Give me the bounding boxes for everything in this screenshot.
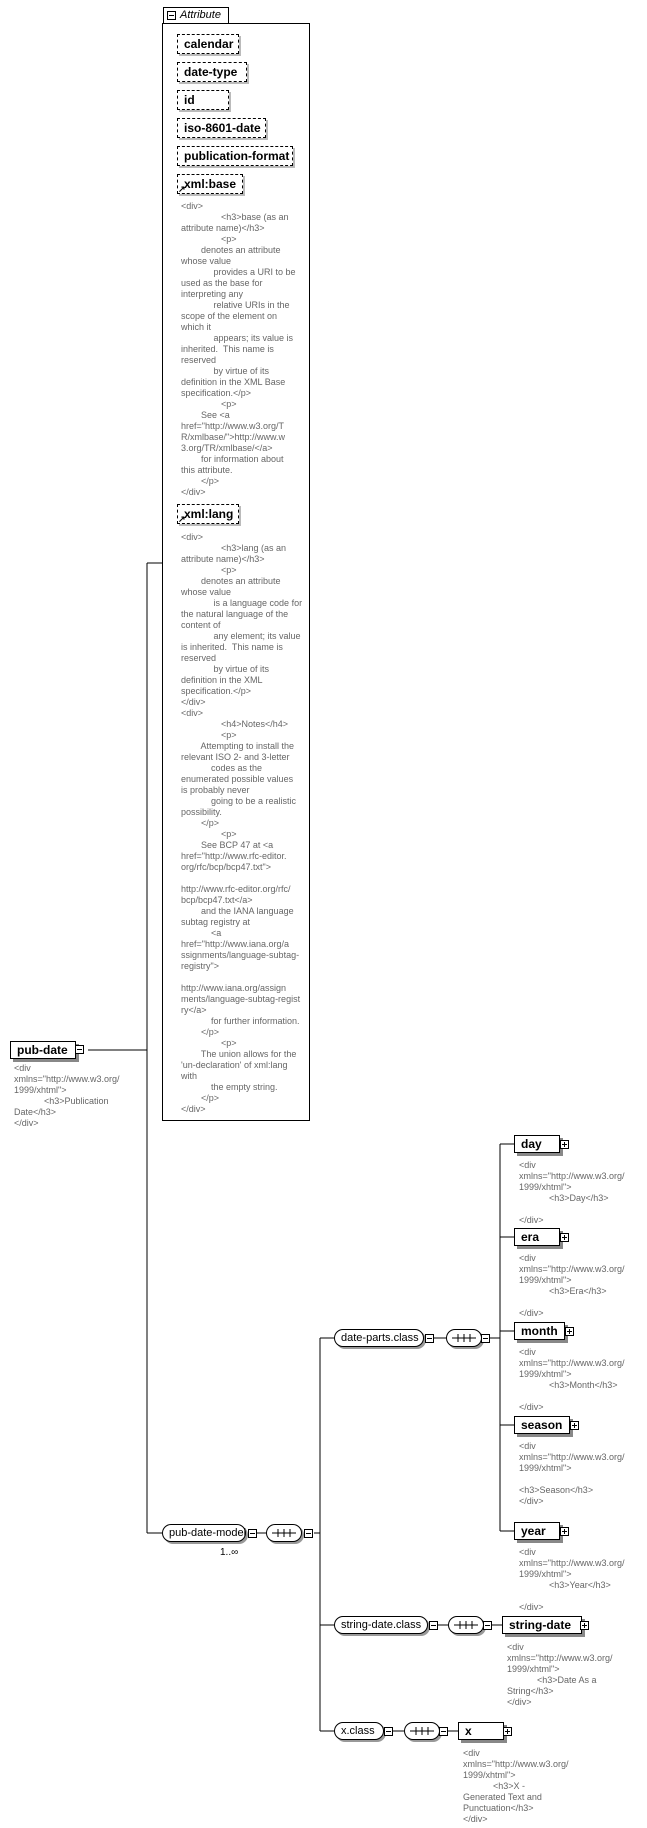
reference-arrow-icon: ↗ <box>178 184 186 194</box>
xml-lang-documentation: <div> <h3>lang (as an attribute name)</h3> <p> denotes an attribute whose value is a language code for the natural language of the content of any element; its value is inherited. This name is reserved by virtue of its definition in the XML specification.</p> </div> <div> <h4>Notes</h4> <p> Attempting to install the relevant ISO 2- and 3-letter codes as the enumerated possible values is probably never going to be a realistic possibility. </p> <p> See BCP 47 at <a href="http://www.rfc-editor. org/rfc/bcp/bcp47.txt"> http://www.rfc-editor.org/rfc/ bcp/bcp47.txt</a> and the IANA language subtag registry at <a href="http://www.iana.org/a ssignments/language-subtag- registry"> http://www.iana.org/assign ments/language-subtag-regist ry</a> for further information. </p> <p> The union allows for the 'un-declaration' of xml:lang with the empty string. </p> </div> <box>181 532 303 1114</box>
choice-compositor-icon[interactable] <box>404 1722 440 1740</box>
choice-compositor-icon[interactable] <box>446 1329 482 1347</box>
date-parts-class-group[interactable]: date-parts.class <box>334 1329 424 1347</box>
expand-icon[interactable] <box>503 1727 512 1736</box>
attribute-xml-base[interactable]: xml:base <box>177 174 243 194</box>
attribute-tab-label: Attribute <box>180 9 221 21</box>
root-documentation: <div xmlns="http://www.w3.org/ 1999/xhtml"> <h3>Publication Date</h3> </div> <box>14 1063 120 1128</box>
attribute-id[interactable]: id <box>177 90 229 110</box>
element-season[interactable]: season <box>514 1416 570 1434</box>
collapse-icon[interactable] <box>483 1621 492 1630</box>
attribute-calendar[interactable]: calendar <box>177 34 239 54</box>
sequence-compositor-icon[interactable] <box>448 1616 484 1634</box>
expand-icon[interactable] <box>560 1527 569 1536</box>
element-era[interactable]: era <box>514 1228 560 1246</box>
xml-base-documentation: <div> <h3>base (as an attribute name)</h3> <p> denotes an attribute whose value provides a URI to be used as the base for interpreting any relative URIs in the scope of the element on which it appears; its value is inherited. This name is reserved by virtue of its definition in the XML Base specification.</p> <p> See <a href="http://www.w3.org/T R/xmlbase/">http://www.w 3.org/TR/xmlbase/</a> for information about this attribute. </p> </div> <box>181 201 296 497</box>
root-element-pub-date[interactable]: pub-date <box>10 1041 76 1059</box>
attribute-iso-8601-date[interactable]: iso-8601-date <box>177 118 266 138</box>
expand-icon[interactable] <box>580 1621 589 1630</box>
month-documentation: <div xmlns="http://www.w3.org/ 1999/xhtml"> <h3>Month</h3> </div> <box>519 1347 625 1412</box>
expand-icon[interactable] <box>560 1140 569 1149</box>
collapse-icon[interactable] <box>439 1727 448 1736</box>
x-class-group[interactable]: x.class <box>334 1722 384 1740</box>
element-string-date[interactable]: string-date <box>502 1616 582 1634</box>
expand-icon[interactable] <box>570 1421 579 1430</box>
attribute-date-type[interactable]: date-type <box>177 62 247 82</box>
x-documentation: <div xmlns="http://www.w3.org/ 1999/xhtml"> <h3>X - Generated Text and Punctuation</h3> </div> <box>463 1748 569 1824</box>
reference-arrow-icon: ↗ <box>178 514 186 524</box>
pub-date-model-group[interactable]: pub-date-model <box>162 1524 246 1542</box>
day-documentation: <div xmlns="http://www.w3.org/ 1999/xhtml"> <h3>Day</h3> </div> <box>519 1160 625 1225</box>
collapse-icon[interactable] <box>481 1334 490 1343</box>
string-date-documentation: <div xmlns="http://www.w3.org/ 1999/xhtml"> <h3>Date As a String</h3> </div> <box>507 1642 613 1707</box>
year-documentation: <div xmlns="http://www.w3.org/ 1999/xhtml"> <h3>Year</h3> </div> <box>519 1547 625 1612</box>
season-documentation: <div xmlns="http://www.w3.org/ 1999/xhtml"> <h3>Season</h3> </div> <box>519 1441 625 1506</box>
attribute-xml-lang[interactable]: xml:lang <box>177 504 239 524</box>
collapse-icon[interactable] <box>384 1727 393 1736</box>
string-date-class-group[interactable]: string-date.class <box>334 1616 428 1634</box>
collapse-icon[interactable] <box>248 1529 257 1538</box>
occurrence-label: 1..∞ <box>220 1547 239 1558</box>
attribute-publication-format[interactable]: publication-format <box>177 146 293 166</box>
collapse-icon[interactable] <box>167 11 176 20</box>
element-year[interactable]: year <box>514 1522 560 1540</box>
element-month[interactable]: month <box>514 1322 565 1340</box>
sequence-compositor-icon[interactable] <box>266 1524 302 1542</box>
element-day[interactable]: day <box>514 1135 560 1153</box>
collapse-icon[interactable] <box>75 1045 84 1054</box>
collapse-icon[interactable] <box>304 1529 313 1538</box>
expand-icon[interactable] <box>560 1233 569 1242</box>
expand-icon[interactable] <box>565 1327 574 1336</box>
collapse-icon[interactable] <box>425 1334 434 1343</box>
collapse-icon[interactable] <box>429 1621 438 1630</box>
era-documentation: <div xmlns="http://www.w3.org/ 1999/xhtml"> <h3>Era</h3> </div> <box>519 1253 625 1318</box>
element-x[interactable]: x <box>458 1722 504 1740</box>
